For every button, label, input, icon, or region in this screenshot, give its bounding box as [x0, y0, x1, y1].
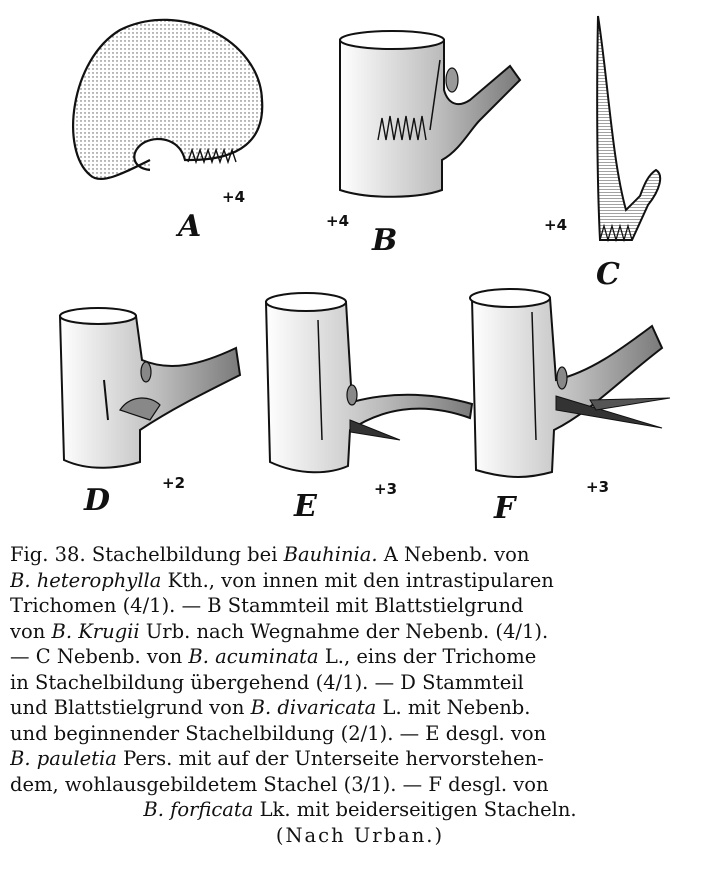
panel-label-f: F — [494, 491, 516, 526]
magnification-b: +4 — [326, 212, 350, 230]
panel-f-drawing — [470, 289, 670, 477]
magnification-e: +3 — [374, 480, 398, 498]
magnification-c: +4 — [544, 216, 568, 234]
panel-label-c: C — [596, 257, 620, 292]
caption-line: dem, wohlausgebildetem Stachel (3/1). — F desgl. von — [10, 772, 549, 796]
caption-source: (Nach Urban.) — [275, 823, 445, 847]
panel-e-drawing — [266, 293, 472, 472]
panel-label-e: E — [294, 489, 317, 524]
panel-d-drawing — [60, 308, 240, 468]
caption-line: Fig. 38. Stachelbildung bei Bauhinia. A Nebenb. von — [10, 543, 530, 566]
figure-caption — [10, 542, 710, 848]
panel-label-a: A — [178, 209, 202, 244]
panel-label-d: D — [84, 483, 111, 518]
panel-b-drawing — [340, 31, 520, 197]
magnification-d: +2 — [162, 474, 186, 492]
caption-line: B. forficata Lk. mit beiderseitigen Stacheln. — [143, 798, 577, 821]
panel-a-drawing — [73, 20, 262, 179]
panel-label-b: B — [372, 223, 398, 258]
caption-line: von B. Krugii Urb. nach Wegnahme der Nebenb. (4/1). — [10, 619, 549, 643]
caption-line: — C Nebenb. von B. acuminata L., eins der Trichome — [10, 645, 537, 668]
caption-line: B. pauletia Pers. mit auf der Unterseite hervorstehen- — [10, 747, 544, 770]
caption-line: und beginnender Stachelbildung (2/1). — E desgl. von — [10, 721, 547, 745]
caption-line: B. heterophylla Kth., von innen mit den intrastipularen — [10, 568, 554, 592]
caption-line: in Stachelbildung übergehend (4/1). — D Stammteil — [10, 670, 524, 694]
magnification-f: +3 — [586, 478, 610, 496]
caption-line: Trichomen (4/1). — B Stammteil mit Blattstielgrund — [10, 594, 524, 617]
panel-c-drawing — [597, 16, 660, 240]
caption-line: und Blattstielgrund von B. divaricata L. mit Nebenb. — [10, 696, 531, 719]
magnification-a: +4 — [222, 188, 246, 206]
